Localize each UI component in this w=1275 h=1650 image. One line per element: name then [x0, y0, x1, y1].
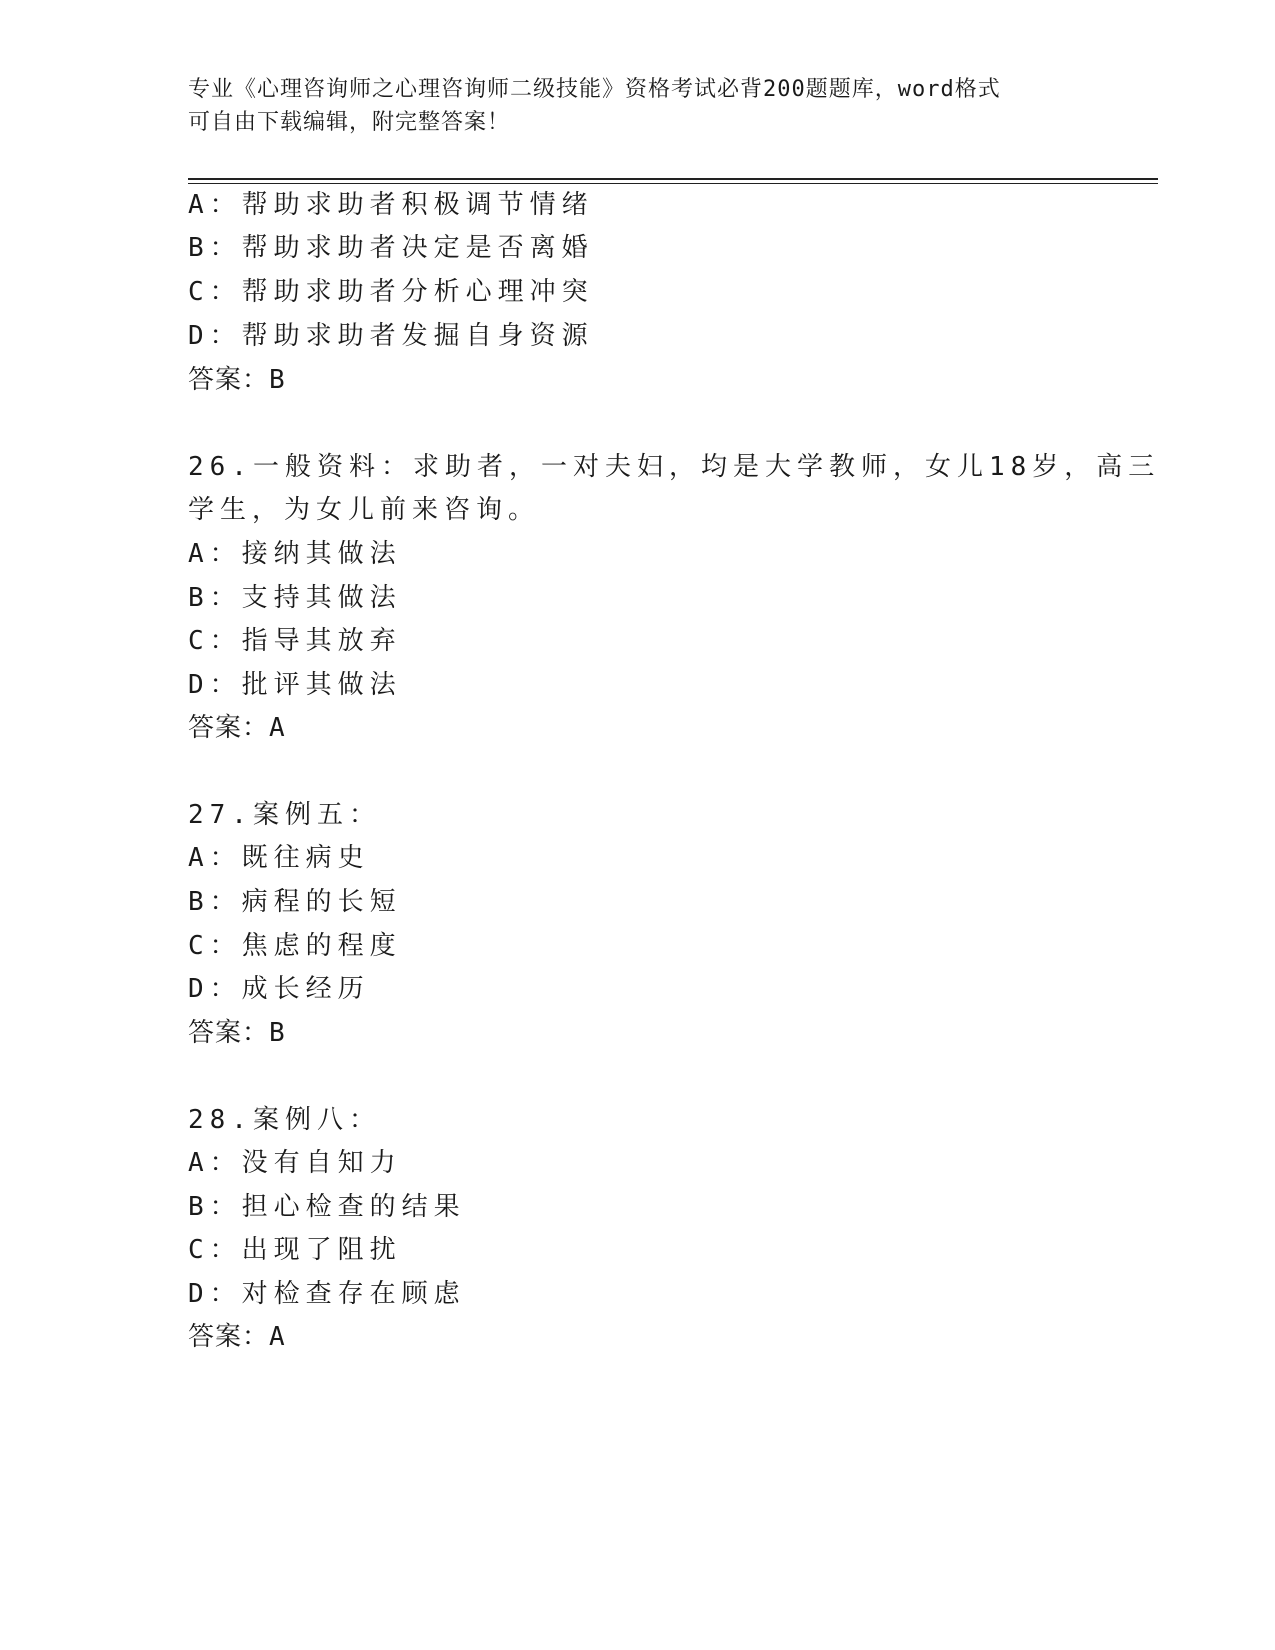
q25-answer: 答案：B — [188, 365, 286, 395]
q28-option-d: D：对检查存在顾虑 — [188, 1279, 466, 1309]
q28-stem: 28.案例八： — [188, 1105, 381, 1135]
q26-answer: 答案：A — [188, 713, 286, 743]
header-line-2: 可自由下载编辑，附完整答案！ — [188, 110, 511, 135]
q27-option-d: D：成长经历 — [188, 974, 370, 1004]
q26-stem-line-2: 学生，为女儿前来咨询。 — [188, 495, 541, 525]
header-divider-thick — [188, 178, 1158, 180]
q28-option-c: C：出现了阻扰 — [188, 1235, 402, 1265]
q27-option-a: A：既往病史 — [188, 843, 370, 873]
q25-option-b: B：帮助求助者决定是否离婚 — [188, 233, 594, 263]
q26-option-c: C：指导其放弃 — [188, 626, 402, 656]
header-divider-thin — [188, 183, 1158, 184]
q26-option-a: A：接纳其做法 — [188, 539, 402, 569]
q25-option-d: D：帮助求助者发掘自身资源 — [188, 321, 594, 351]
q26-stem-line-1: 26.一般资料：求助者，一对夫妇，均是大学教师，女儿18岁，高三 — [188, 452, 1161, 482]
q25-option-a: A：帮助求助者积极调节情绪 — [188, 190, 594, 220]
document-header — [188, 73, 1088, 139]
q28-option-b: B：担心检查的结果 — [188, 1192, 466, 1222]
header-line-1: 专业《心理咨询师之心理咨询师二级技能》资格考试必背200题题库，word格式 — [188, 77, 1001, 102]
q28-answer: 答案：A — [188, 1322, 286, 1352]
q28-option-a: A：没有自知力 — [188, 1148, 402, 1178]
q27-answer: 答案：B — [188, 1018, 286, 1048]
q27-option-b: B：病程的长短 — [188, 887, 402, 917]
q27-stem: 27.案例五： — [188, 800, 381, 830]
q26-option-b: B：支持其做法 — [188, 583, 402, 613]
q26-option-d: D：批评其做法 — [188, 670, 402, 700]
q27-option-c: C：焦虑的程度 — [188, 931, 402, 961]
q25-option-c: C：帮助求助者分析心理冲突 — [188, 277, 594, 307]
